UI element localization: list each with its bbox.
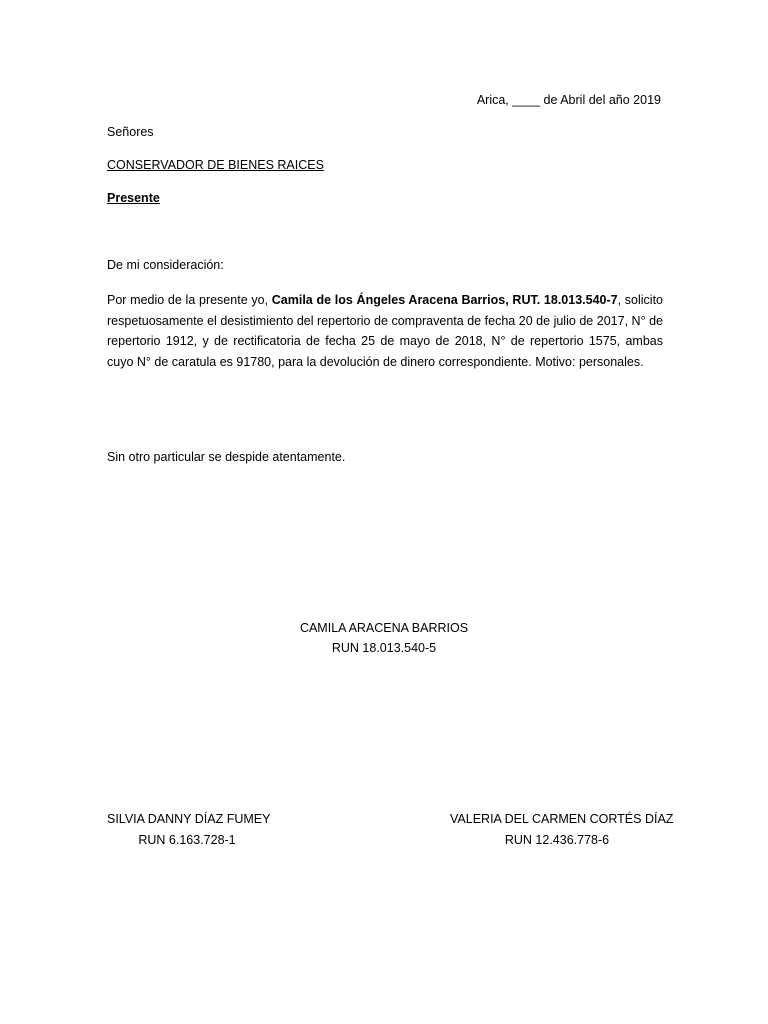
- body-name-rut: Camila de los Ángeles Aracena Barrios, RUT. 18.013.540-7: [271, 293, 618, 307]
- primary-signatory-name: CAMILA ARACENA BARRIOS: [299, 621, 469, 635]
- primary-signatory-run: RUN 18.013.540-5: [331, 641, 437, 655]
- presente-label: Presente: [107, 191, 160, 205]
- salutation: Señores: [107, 125, 154, 139]
- right-signatory-name: VALERIA DEL CARMEN CORTÉS DÍAZ: [450, 812, 674, 826]
- left-signatory-run: RUN 6.163.728-1: [138, 833, 236, 847]
- date-line: Arica, ____ de Abril del año 2019: [476, 93, 661, 107]
- right-signatory-run: RUN 12.436.778-6: [504, 833, 610, 847]
- body-rest: , solicito respetuosamente el desistimiento del repertorio de compraventa de fecha 20 de julio de 2017, N° de repertorio 1912, y de rectificatoria de fecha 25 de mayo de 2018, N° de repertorio 1575, ambas cuyo N° de caratula es 91780, para la devolución de dinero correspondiente. Motivo: personales.: [107, 293, 663, 369]
- closing: Sin otro particular se despide atentamente.: [107, 450, 346, 464]
- body-paragraph: [107, 290, 663, 372]
- left-signatory-name: SILVIA DANNY DÍAZ FUMEY: [107, 812, 271, 826]
- recipient: CONSERVADOR DE BIENES RAICES: [107, 158, 324, 172]
- greeting: De mi consideración:: [107, 258, 224, 272]
- body-intro: Por medio de la presente yo,: [107, 293, 272, 307]
